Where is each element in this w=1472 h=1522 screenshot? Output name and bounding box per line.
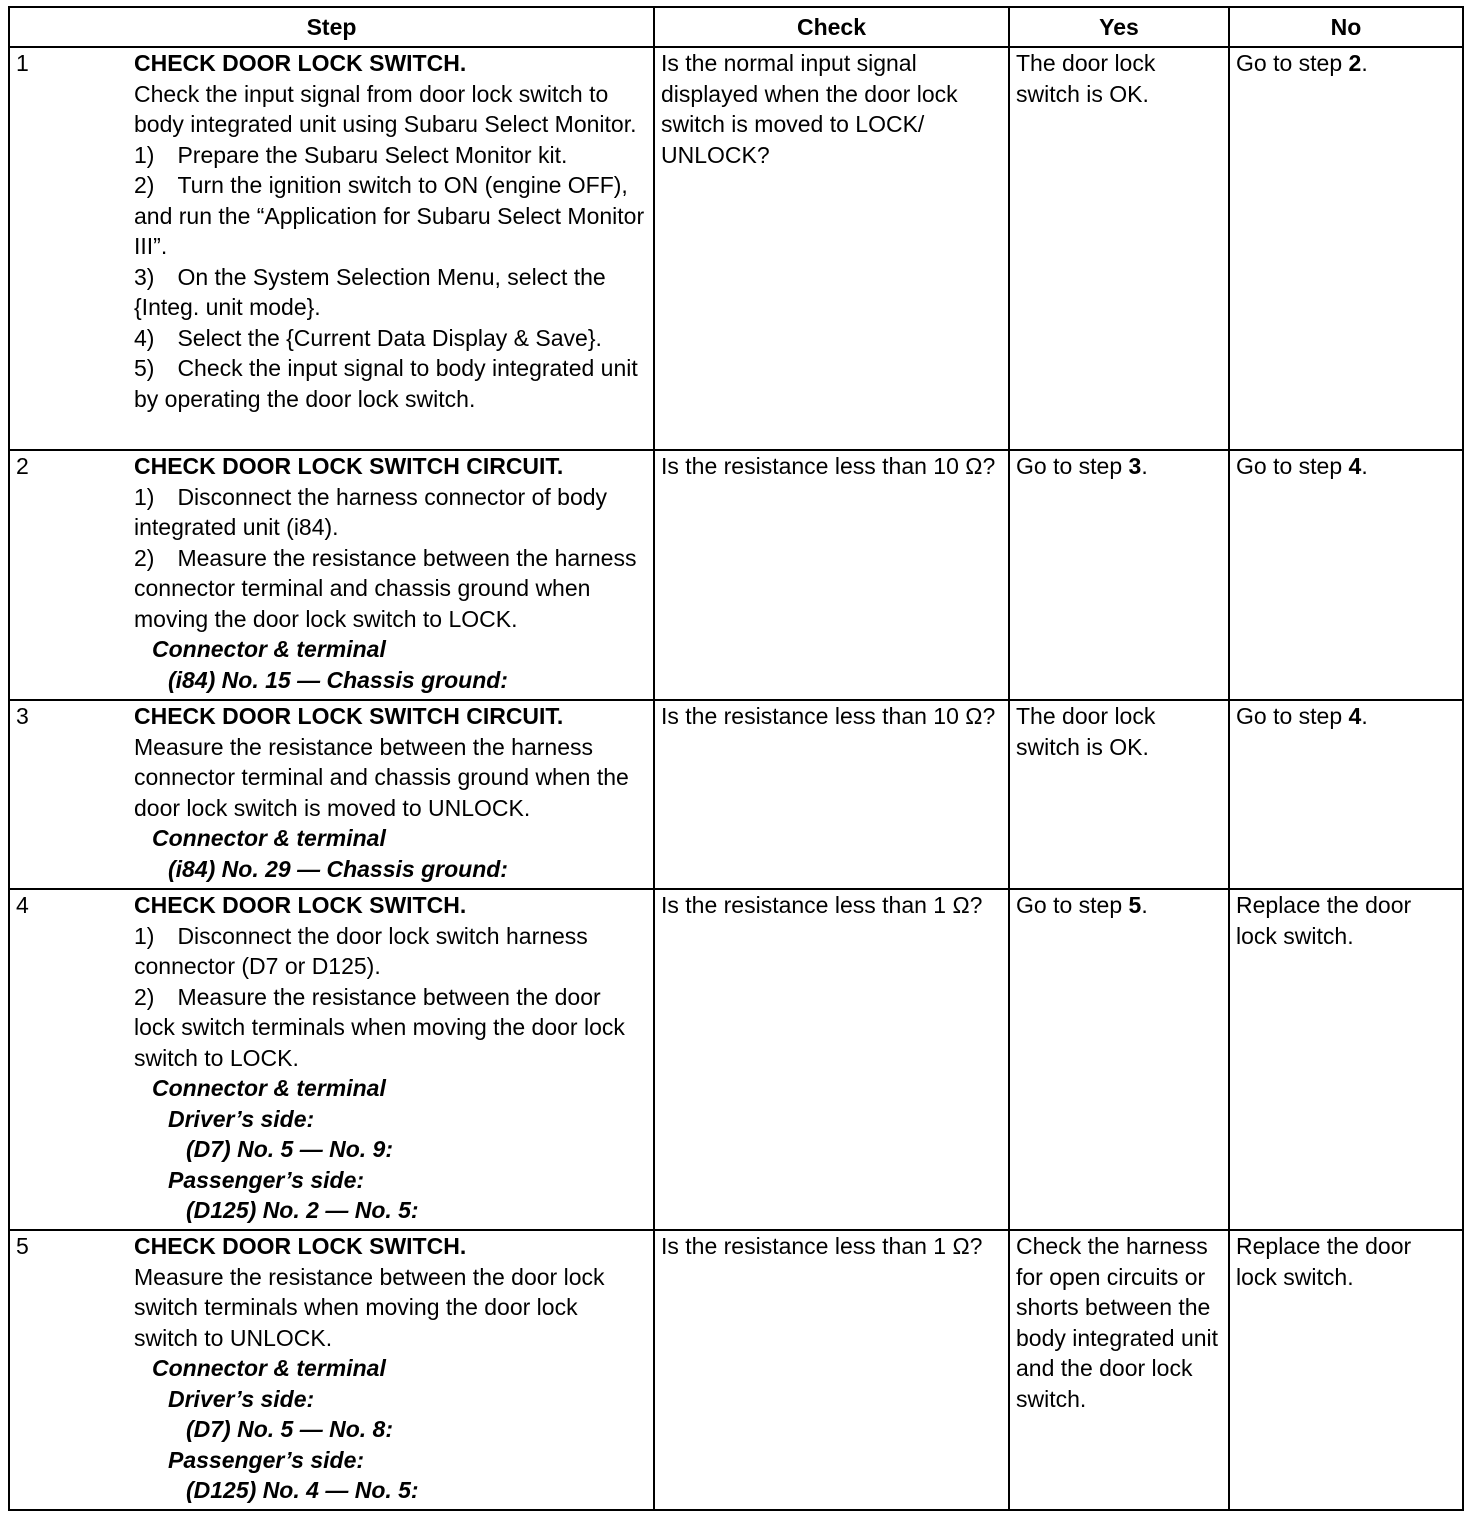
- no-cell: Go to step 2.: [1229, 47, 1463, 450]
- diagnostic-table: [8, 6, 1464, 1511]
- driver-side-label: Driver’s side:: [168, 1385, 315, 1412]
- step-line: 2) Measure the resistance between the harness connector terminal and chassis ground when moving the door lock switch to LOCK.: [134, 544, 637, 632]
- step-title: CHECK DOOR LOCK SWITCH CIRCUIT.: [134, 703, 564, 729]
- step-ref: 3: [1128, 453, 1142, 479]
- step-line: 3) On the System Selection Menu, select the {Integ. unit mode}.: [134, 263, 606, 320]
- step-cell: [9, 450, 654, 700]
- no-cell: Go to step 4.: [1229, 700, 1463, 889]
- passenger-side-label: Passenger’s side:: [168, 1166, 365, 1193]
- no-cell: Replace the door lock switch.: [1229, 889, 1463, 1230]
- no-cell: Go to step 4.: [1229, 450, 1463, 700]
- table-row: [9, 47, 1463, 450]
- yes-cell: Check the harness for open circuits or shorts between the body integrated unit and the door lock switch.: [1009, 1230, 1229, 1510]
- step-line: 2) Measure the resistance between the door lock switch terminals when moving the door lock switch to LOCK.: [134, 983, 625, 1071]
- check-cell: Is the resistance less than 1 Ω?: [654, 889, 1009, 1230]
- driver-side-label: Driver’s side:: [168, 1105, 315, 1132]
- step-line: 2) Turn the ignition switch to ON (engine OFF), and run the “Application for Subaru Select Monitor III”.: [134, 172, 645, 259]
- no-cell: Replace the door lock switch.: [1229, 1230, 1463, 1510]
- yes-cell: The door lock switch is OK.: [1009, 700, 1229, 889]
- step-number: 5: [16, 1233, 29, 1259]
- table-row: [9, 1230, 1463, 1510]
- yes-cell: Go to step 5.: [1009, 889, 1229, 1230]
- step-number: 2: [16, 453, 29, 479]
- step-number: 3: [16, 703, 29, 729]
- step-line: Check the input signal from door lock switch to body integrated unit using Subaru Select Monitor.: [134, 80, 637, 137]
- passenger-side-value: (D125) No. 4 — No. 5:: [186, 1477, 419, 1503]
- step-cell: [9, 1230, 654, 1510]
- step-line: 1) Disconnect the harness connector of body integrated unit (i84).: [134, 483, 608, 540]
- header-step: Step: [9, 7, 654, 47]
- header-no: No: [1229, 7, 1463, 47]
- step-title: CHECK DOOR LOCK SWITCH CIRCUIT.: [134, 453, 564, 479]
- step-ref: 4: [1348, 453, 1362, 479]
- step-ref: 4: [1348, 703, 1362, 729]
- table-row: [9, 889, 1463, 1230]
- header-row: [9, 7, 1463, 47]
- header-yes: Yes: [1009, 7, 1229, 47]
- step-cell: [9, 889, 654, 1230]
- step-title: CHECK DOOR LOCK SWITCH.: [134, 1233, 467, 1259]
- driver-side-value: (D7) No. 5 — No. 9:: [186, 1136, 394, 1162]
- table-row: [9, 700, 1463, 889]
- step-cell: [9, 700, 654, 889]
- yes-cell: Go to step 3.: [1009, 450, 1229, 700]
- check-cell: Is the resistance less than 10 Ω?: [654, 700, 1009, 889]
- step-line: Measure the resistance between the door lock switch terminals when moving the door lock switch to UNLOCK.: [134, 1263, 605, 1351]
- connector-terminal-value: (i84) No. 29 — Chassis ground:: [168, 855, 508, 882]
- connector-terminal-label: Connector & terminal: [152, 636, 386, 662]
- step-cell: [9, 47, 654, 450]
- table-row: [9, 450, 1463, 700]
- step-line: Measure the resistance between the harness connector terminal and chassis ground when the door lock switch is moved to UNLOCK.: [134, 733, 629, 821]
- check-cell: Is the normal input signal displayed when the door lock switch is moved to LOCK/ UNLOCK?: [654, 47, 1009, 450]
- check-cell: Is the resistance less than 10 Ω?: [654, 450, 1009, 700]
- step-ref: 2: [1348, 50, 1362, 76]
- connector-terminal-label: Connector & terminal: [152, 825, 386, 851]
- connector-terminal-label: Connector & terminal: [152, 1075, 386, 1101]
- step-line: 5) Check the input signal to body integrated unit by operating the door lock switch.: [134, 355, 638, 412]
- connector-terminal-label: Connector & terminal: [152, 1355, 386, 1381]
- step-line: 1) Prepare the Subaru Select Monitor kit.: [134, 141, 568, 168]
- yes-cell: The door lock switch is OK.: [1009, 47, 1229, 450]
- passenger-side-value: (D125) No. 2 — No. 5:: [186, 1197, 419, 1223]
- header-check: Check: [654, 7, 1009, 47]
- check-cell: Is the resistance less than 1 Ω?: [654, 1230, 1009, 1510]
- step-ref: 5: [1128, 892, 1142, 918]
- driver-side-value: (D7) No. 5 — No. 8:: [186, 1416, 394, 1442]
- step-line: 4) Select the {Current Data Display & Save}.: [134, 324, 602, 351]
- step-title: CHECK DOOR LOCK SWITCH.: [134, 892, 467, 918]
- step-number: 4: [16, 892, 29, 918]
- step-line: 1) Disconnect the door lock switch harness connector (D7 or D125).: [134, 922, 588, 979]
- step-number: 1: [16, 50, 29, 76]
- passenger-side-label: Passenger’s side:: [168, 1446, 365, 1473]
- step-title: CHECK DOOR LOCK SWITCH.: [134, 50, 467, 76]
- connector-terminal-value: (i84) No. 15 — Chassis ground:: [168, 666, 508, 693]
